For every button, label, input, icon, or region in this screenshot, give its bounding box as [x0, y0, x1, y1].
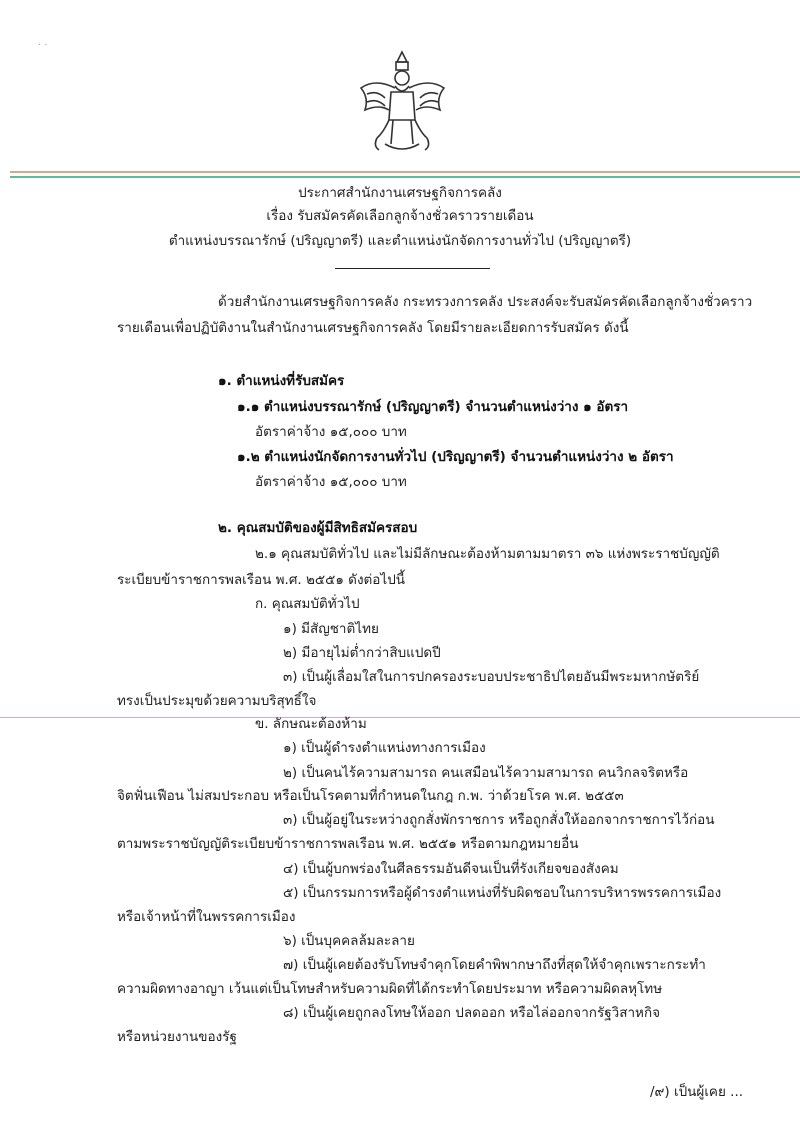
- position-wage: อัตราค่าจ้าง ๑๕,๐๐๐ บาท: [255, 474, 407, 490]
- intro-line: รายเดือนเพื่อปฏิบัติงานในสำนักงานเศรษฐกิจการคลัง โดยมีรายละเอียดการรับสมัคร ดังนี้: [117, 320, 629, 336]
- prohibited-item: ๗) เป็นผู้เคยต้องรับโทษจำคุกโดยคำพิพากษาถึงที่สุดให้จำคุกเพราะกระทำ: [283, 957, 706, 973]
- prohibited-item-continued: ตามพระราชบัญญัติระเบียบข้าราชการพลเรือน พ.ศ. ๒๕๕๑ หรือตามกฎหมายอื่น: [117, 836, 579, 852]
- intro-line: ด้วยสำนักงานเศรษฐกิจการคลัง กระทรวงการคลัง ประสงค์จะรับสมัครคัดเลือกลูกจ้างชั่วคราว: [218, 294, 753, 310]
- prohibited-item: ๓) เป็นผู้อยู่ในระหว่างถูกสั่งพักราชการ หรือถูกสั่งให้ออกจากราชการไว้ก่อน: [283, 812, 715, 828]
- general-item: ๓) เป็นผู้เลื่อมใสในการปกครองระบอบประชาธิปไตยอันมีพระมหากษัตริย์: [283, 669, 700, 685]
- continued-next-page: /๙) เป็นผู้เคย ...: [650, 1084, 744, 1100]
- scan-line-pink: [0, 717, 800, 718]
- header-rule-tan: [10, 171, 800, 173]
- garuda-emblem-icon: [355, 48, 450, 158]
- general-item-continued: ทรงเป็นประมุขด้วยความบริสุทธิ์ใจ: [117, 693, 317, 709]
- prohibited-item: ๘) เป็นผู้เคยถูกลงโทษให้ออก ปลดออก หรือไล่ออกจากรัฐวิสาหกิจ: [283, 1005, 661, 1021]
- scan-mark: · ·: [38, 40, 48, 51]
- prohibited-item: ๔) เป็นผู้บกพร่องในศีลธรรมอันดีจนเป็นที่รังเกียจของสังคม: [283, 861, 619, 877]
- prohibited-item: ๒) เป็นคนไร้ความสามารถ คนเสมือนไร้ความสามารถ คนวิกลจริตหรือ: [283, 765, 689, 781]
- qualification-line: ระเบียบข้าราชการพลเรือน พ.ศ. ๒๕๕๑ ดังต่อไปนี้: [117, 572, 405, 588]
- announcement-title: ประกาศสำนักงานเศรษฐกิจการคลัง: [298, 185, 502, 201]
- prohibited-item-continued: หรือหน่วยงานของรัฐ: [117, 1029, 237, 1045]
- announcement-subject: เรื่อง รับสมัครคัดเลือกลูกจ้างชั่วคราวรายเดือน: [266, 208, 534, 224]
- prohibited-item: ๕) เป็นกรรมการหรือผู้ดำรงตำแหน่งที่รับผิดชอบในการบริหารพรรคการเมือง: [283, 885, 722, 901]
- title-divider: [335, 268, 490, 269]
- qualification-line: ๒.๑ คุณสมบัติทั่วไป และไม่มีลักษณะต้องห้ามตามมาตรา ๓๖ แห่งพระราชบัญญัติ: [255, 546, 720, 562]
- prohibited-item-continued: หรือเจ้าหน้าที่ในพรรคการเมือง: [117, 909, 296, 925]
- header-rule-teal: [10, 176, 800, 178]
- prohibited-item: ๑) เป็นผู้ดำรงตำแหน่งทางการเมือง: [283, 740, 486, 756]
- prohibited-item-continued: จิตฟั่นเฟือน ไม่สมประกอบ หรือเป็นโรคตามที่กำหนดในกฎ ก.พ. ว่าด้วยโรค พ.ศ. ๒๕๕๓: [117, 788, 624, 804]
- position-wage: อัตราค่าจ้าง ๑๕,๐๐๐ บาท: [255, 424, 407, 440]
- section1-heading: ๑. ตำแหน่งที่รับสมัคร: [218, 373, 345, 389]
- position-title: ๑.๑ ตำแหน่งบรรณารักษ์ (ปริญญาตรี) จำนวนตำแหน่งว่าง ๑ อัตรา: [237, 399, 629, 415]
- prohibited-item-continued: ความผิดทางอาญา เว้นแต่เป็นโทษสำหรับความผิดที่ได้กระทำโดยประมาท หรือความผิดลหุโทษ: [117, 981, 663, 997]
- general-item: ๒) มีอายุไม่ต่ำกว่าสิบแปดปี: [283, 645, 441, 661]
- prohibited-heading: ข. ลักษณะต้องห้าม: [255, 716, 367, 732]
- section2-heading: ๒. คุณสมบัติของผู้มีสิทธิสมัครสอบ: [218, 520, 418, 536]
- prohibited-item: ๖) เป็นบุคคลล้มละลาย: [283, 933, 415, 949]
- general-item: ๑) มีสัญชาติไทย: [283, 621, 379, 637]
- general-heading: ก. คุณสมบัติทั่วไป: [255, 596, 360, 612]
- position-title: ๑.๒ ตำแหน่งนักจัดการงานทั่วไป (ปริญญาตรี) จำนวนตำแหน่งว่าง ๒ อัตรา: [237, 449, 674, 465]
- announcement-positions: ตำแหน่งบรรณารักษ์ (ปริญญาตรี) และตำแหน่งนักจัดการงานทั่วไป (ปริญญาตรี): [168, 233, 632, 249]
